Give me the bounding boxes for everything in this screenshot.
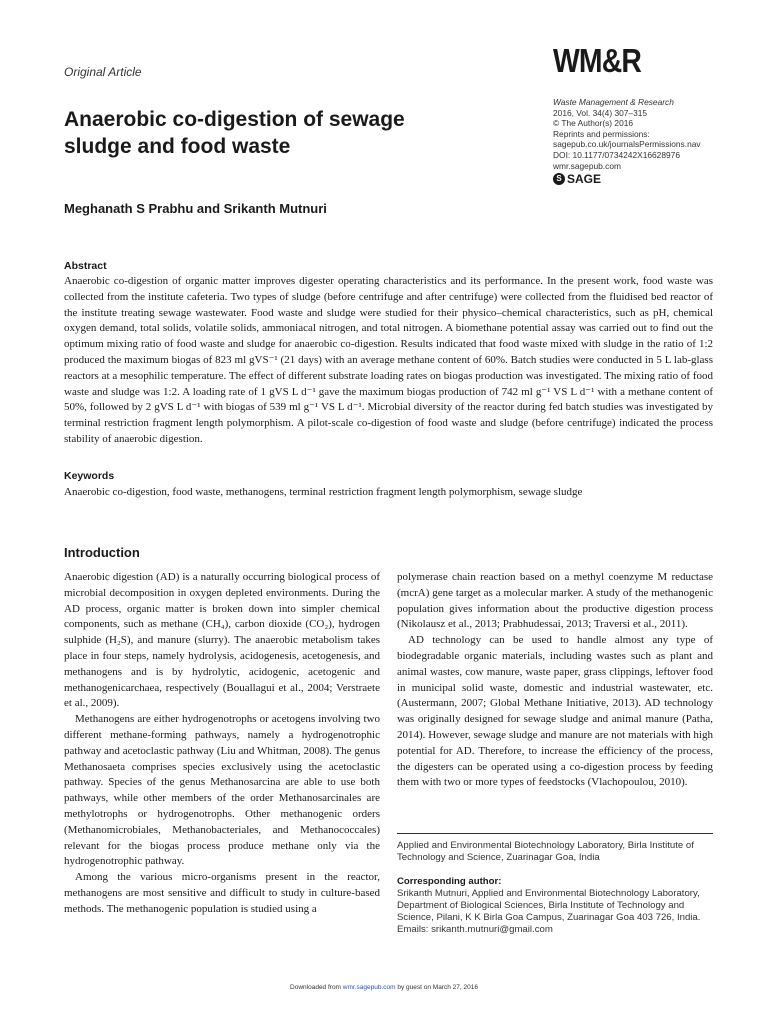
article-type-label: Original Article [64, 65, 142, 79]
corresponding-author-heading: Corresponding author: [397, 876, 502, 887]
corresponding-author-block [397, 888, 713, 936]
doi-line[interactable]: DOI: 10.1177/0734242X16628976 [553, 149, 680, 160]
journal-name: Waste Management & Research [553, 97, 674, 107]
left-column [64, 570, 380, 918]
footer-prefix: Downloaded from [290, 984, 341, 991]
affiliation-divider [397, 833, 713, 834]
copyright-line: © The Author(s) 2016 [553, 118, 634, 129]
corresponding-author-email[interactable]: Emails: srikanth.mutnuri@gmail.com [397, 924, 553, 935]
article-title: Anaerobic co-digestion of sewage sludge and food waste [64, 108, 405, 158]
journal-metadata [553, 97, 763, 171]
download-footer [0, 984, 768, 991]
keywords-text: Anaerobic co-digestion, food waste, methanogens, terminal restriction fragment length polymorphism, sewage sludge [64, 486, 583, 498]
paragraph: Methanogens are either hydrogenotrophs or acetogens involving two different methane-forming pathways, namely a hydrogenotrophic pathway and acetoclastic pathway (Liu and Whitman, 2008). The genus Methanosaeta comprises species exclusively using the acetoclastic pathway. Species of the genus Methanosarcina are able to use both pathways, while other members of the order Methanosarcinales are methylotrophs or hydrogenotrophs. Other methanogenic orders (Methanomicrobiales, Methanobacteriales, and Methanococcales) relevant for the biogas process produce methane only via the hydrogenotrophic pathway. [64, 713, 380, 868]
publisher-name: SAGE [567, 172, 602, 186]
reprints-link[interactable]: sagepub.co.uk/journalsPermissions.nav [553, 139, 701, 150]
author-list: Meghanath S Prabhu and Srikanth Mutnuri [64, 201, 327, 216]
footer-suffix: by guest on March 27, 2016 [397, 984, 478, 991]
paragraph: Among the various micro-organisms present in the reactor, methanogens are most sensitive and difficult to study in culture-based methods. The methanogenic population is studied using a [64, 871, 380, 915]
introduction-heading: Introduction [64, 545, 140, 560]
journal-logo: WM&R [553, 42, 641, 79]
publisher-logo [553, 172, 601, 186]
paragraph: polymerase chain reaction based on a methyl coenzyme M reductase (mcrA) gene target as a molecular marker. A study of the methanogenic population gives information about the productive digestion process (Nikolausz et al., 2013; Prabhudessai, 2013; Traversi et al., 2011). [397, 571, 713, 631]
reprints-line: Reprints and permissions: [553, 128, 650, 139]
keywords-heading: Keywords [64, 470, 115, 482]
abstract-text: Anaerobic co-digestion of organic matter improves digester operating characteristics and its performance. In the present work, food waste was collected from the institute cafeteria. Two types of sludge (before centrifuge and after centrifuge) were collected from the fluidised bed reactor of the institute treating sewage wastewater. Food waste and sludge were studied for their physico–chemical characteristics, such as pH, chemical oxygen demand, total solids, volatile solids, ammoniacal nitrogen, and total nitrogen. A biomethane potential assay was carried out to find out the optimum mixing ratio of food waste and sludge for anaerobic co-digestion. Results indicated that food waste mixed with sludge in the ratio of 1:2 produced the maximum biogas of 823 ml gVS⁻¹ (21 days) with an average methane content of 60%. Batch studies were conducted in 5 L lab-glass reactors at a mesophilic temperature. The effect of different substrate loading rates on biogas production was investigated. The mixing ratio of food waste and sludge was 1:2. A loading rate of 1 gVS L d⁻¹ gave the maximum biogas production of 742 ml g⁻¹ VS L d⁻¹ with a methane content of 50%, followed by 2 gVS L d⁻¹ with biogas of 539 ml g⁻¹ VS L d⁻¹. Microbial diversity of the reactor during fed batch studies was investigated by terminal restriction fragment length polymorphism. A pilot-scale co-digestion of food waste and sludge (before centrifuge) indicated the process stability of anaerobic digestion. [64, 275, 713, 445]
footer-link[interactable]: wmr.sagepub.com [342, 984, 396, 991]
volume-info: 2016, Vol. 34(4) 307–315 [553, 107, 648, 118]
paragraph: Anaerobic digestion (AD) is a naturally occurring biological process of microbial decomposition in oxygen depleted environments. During the AD process, organic matter is broken down into simpler chemical components, such as methane (CH₄), carbon dioxide (CO₂), hydrogen sulphide (H₂S), and manure (slurry). The anaerobic metabolism takes place in four steps, namely hydrolysis, acidogenesis, acetogenesis, and methanogens and is by hydrolytic, acidogenic, acetogenic and methanogenicarchaea, respectively (Bouallagui et al., 2004; Verstraete et al., 2009). [64, 571, 380, 710]
affiliation-text: Applied and Environmental Biotechnology Laboratory, Birla Institute of Technology and Science, Zuarinagar Goa, India [397, 840, 694, 863]
corresponding-author-details: Srikanth Mutnuri, Applied and Environmental Biotechnology Laboratory, Department of Biological Sciences, Birla Institute of Technology and Science, Pilani, K K Birla Goa Campus, Zuarinagar Goa 403 726, India. [397, 888, 701, 923]
paragraph: AD technology can be used to handle almost any type of biodegradable organic materials, including wastes such as plant and animal wastes, cow manure, waste paper, grass clippings, leftover food in municipal solid waste, domestic and industrial wastewater, etc. (Austermann, 2007; Global Methane Initiative, 2013). AD technology was originally designed for sewage sludge and animal manure (Patha, 2014). However, sewage sludge and manure are not materials with high potential for AD. Therefore, to increase the efficiency of the process, the digesters can be operated using a co-digestion process by feeding them with two or more types of feedstocks (Vlachopoulou, 2010). [397, 634, 713, 789]
sage-icon: S [553, 173, 565, 185]
journal-site-link[interactable]: wmr.sagepub.com [553, 160, 621, 171]
right-column [397, 570, 713, 791]
abstract-heading: Abstract [64, 260, 107, 272]
